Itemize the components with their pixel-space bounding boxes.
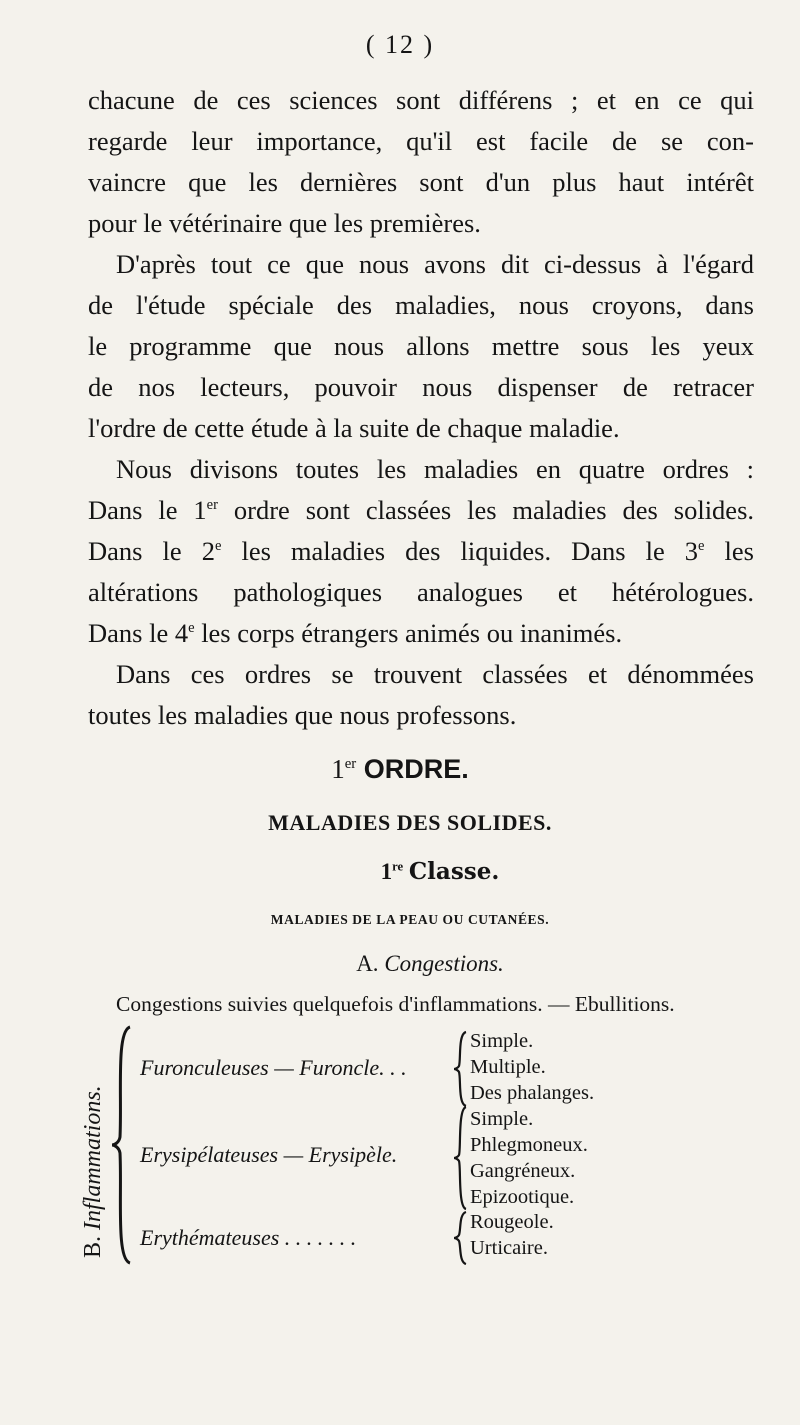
text-line: altérations pathologiques analogues et hétérologues. <box>88 577 754 607</box>
body-text <box>88 80 754 736</box>
text-line: l'ordre de cette étude à la suite de chaque maladie. <box>88 413 620 443</box>
list-item: Des phalanges. <box>470 1082 595 1104</box>
brace-icon <box>452 1105 468 1211</box>
large-brace-icon <box>110 1025 132 1265</box>
section-b-label: B. Inflammations. <box>80 1085 106 1258</box>
list-item: Rougeole. <box>470 1211 554 1233</box>
classe-subtitle: MALADIES DE LA PEAU OU CUTANÉES. <box>270 912 550 927</box>
text-line: pour le vétérinaire que les premières. <box>88 208 481 238</box>
text-line: de l'étude spéciale des maladies, nous croyons, dans <box>88 290 754 320</box>
row-label-furonculeuses: Furonculeuses — Furoncle. . . <box>140 1055 407 1080</box>
classe-heading: 1re Classe. <box>380 858 500 885</box>
brace-icon <box>452 1210 468 1266</box>
list-item: Phlegmoneux. <box>470 1134 588 1156</box>
row-label-erythemateuses: Erythémateuses . . . . . . . <box>140 1225 357 1250</box>
brace-icon <box>452 1030 468 1108</box>
text-line: chacune de ces sciences sont différens ; et en ce qui <box>88 85 754 115</box>
text-line: de nos lecteurs, pouvoir nous dispenser de retracer <box>88 372 754 402</box>
text-line: Nous divisons toutes les maladies en quatre ordres : <box>116 454 754 484</box>
list-item: Multiple. <box>470 1056 546 1078</box>
ordre-heading: 1er ORDRE. <box>331 754 469 784</box>
list-item: Urticaire. <box>470 1237 548 1259</box>
congestions-text: Congestions suivies quelquefois d'inflammations. — Ebullitions. <box>116 992 675 1016</box>
ordre-line-2: Dans le 2e les maladies des liquides. Dans le 3e les <box>88 536 754 566</box>
text-line: toutes les maladies que nous professons. <box>88 700 517 730</box>
section-a-heading: A. Congestions. <box>356 951 504 976</box>
page-number: ( 12 ) <box>365 30 435 59</box>
ordre-subtitle: MALADIES DES SOLIDES. <box>268 810 552 835</box>
row-label-erysipelateuses: Erysipélateuses — Erysipèle. <box>140 1142 398 1167</box>
ordre-line-4: Dans le 4e les corps étrangers animés ou inanimés. <box>88 618 623 648</box>
text-line: vaincre que les dernières sont d'un plus haut intérêt <box>88 167 754 197</box>
list-item: Simple. <box>470 1108 534 1130</box>
list-item: Gangréneux. <box>470 1160 576 1182</box>
text-line: regarde leur importance, qu'il est facile de se con- <box>88 126 754 156</box>
ordre-line-1: Dans le 1er ordre sont classées les maladies des solides. <box>88 495 755 525</box>
text-line: D'après tout ce que nous avons dit ci-dessus à l'égard <box>116 249 754 279</box>
text-line: Dans ces ordres se trouvent classées et dénommées <box>116 659 754 689</box>
text-line: le programme que nous allons mettre sous les yeux <box>88 331 754 361</box>
list-item: Simple. <box>470 1030 534 1052</box>
list-item: Epizootique. <box>470 1186 575 1208</box>
